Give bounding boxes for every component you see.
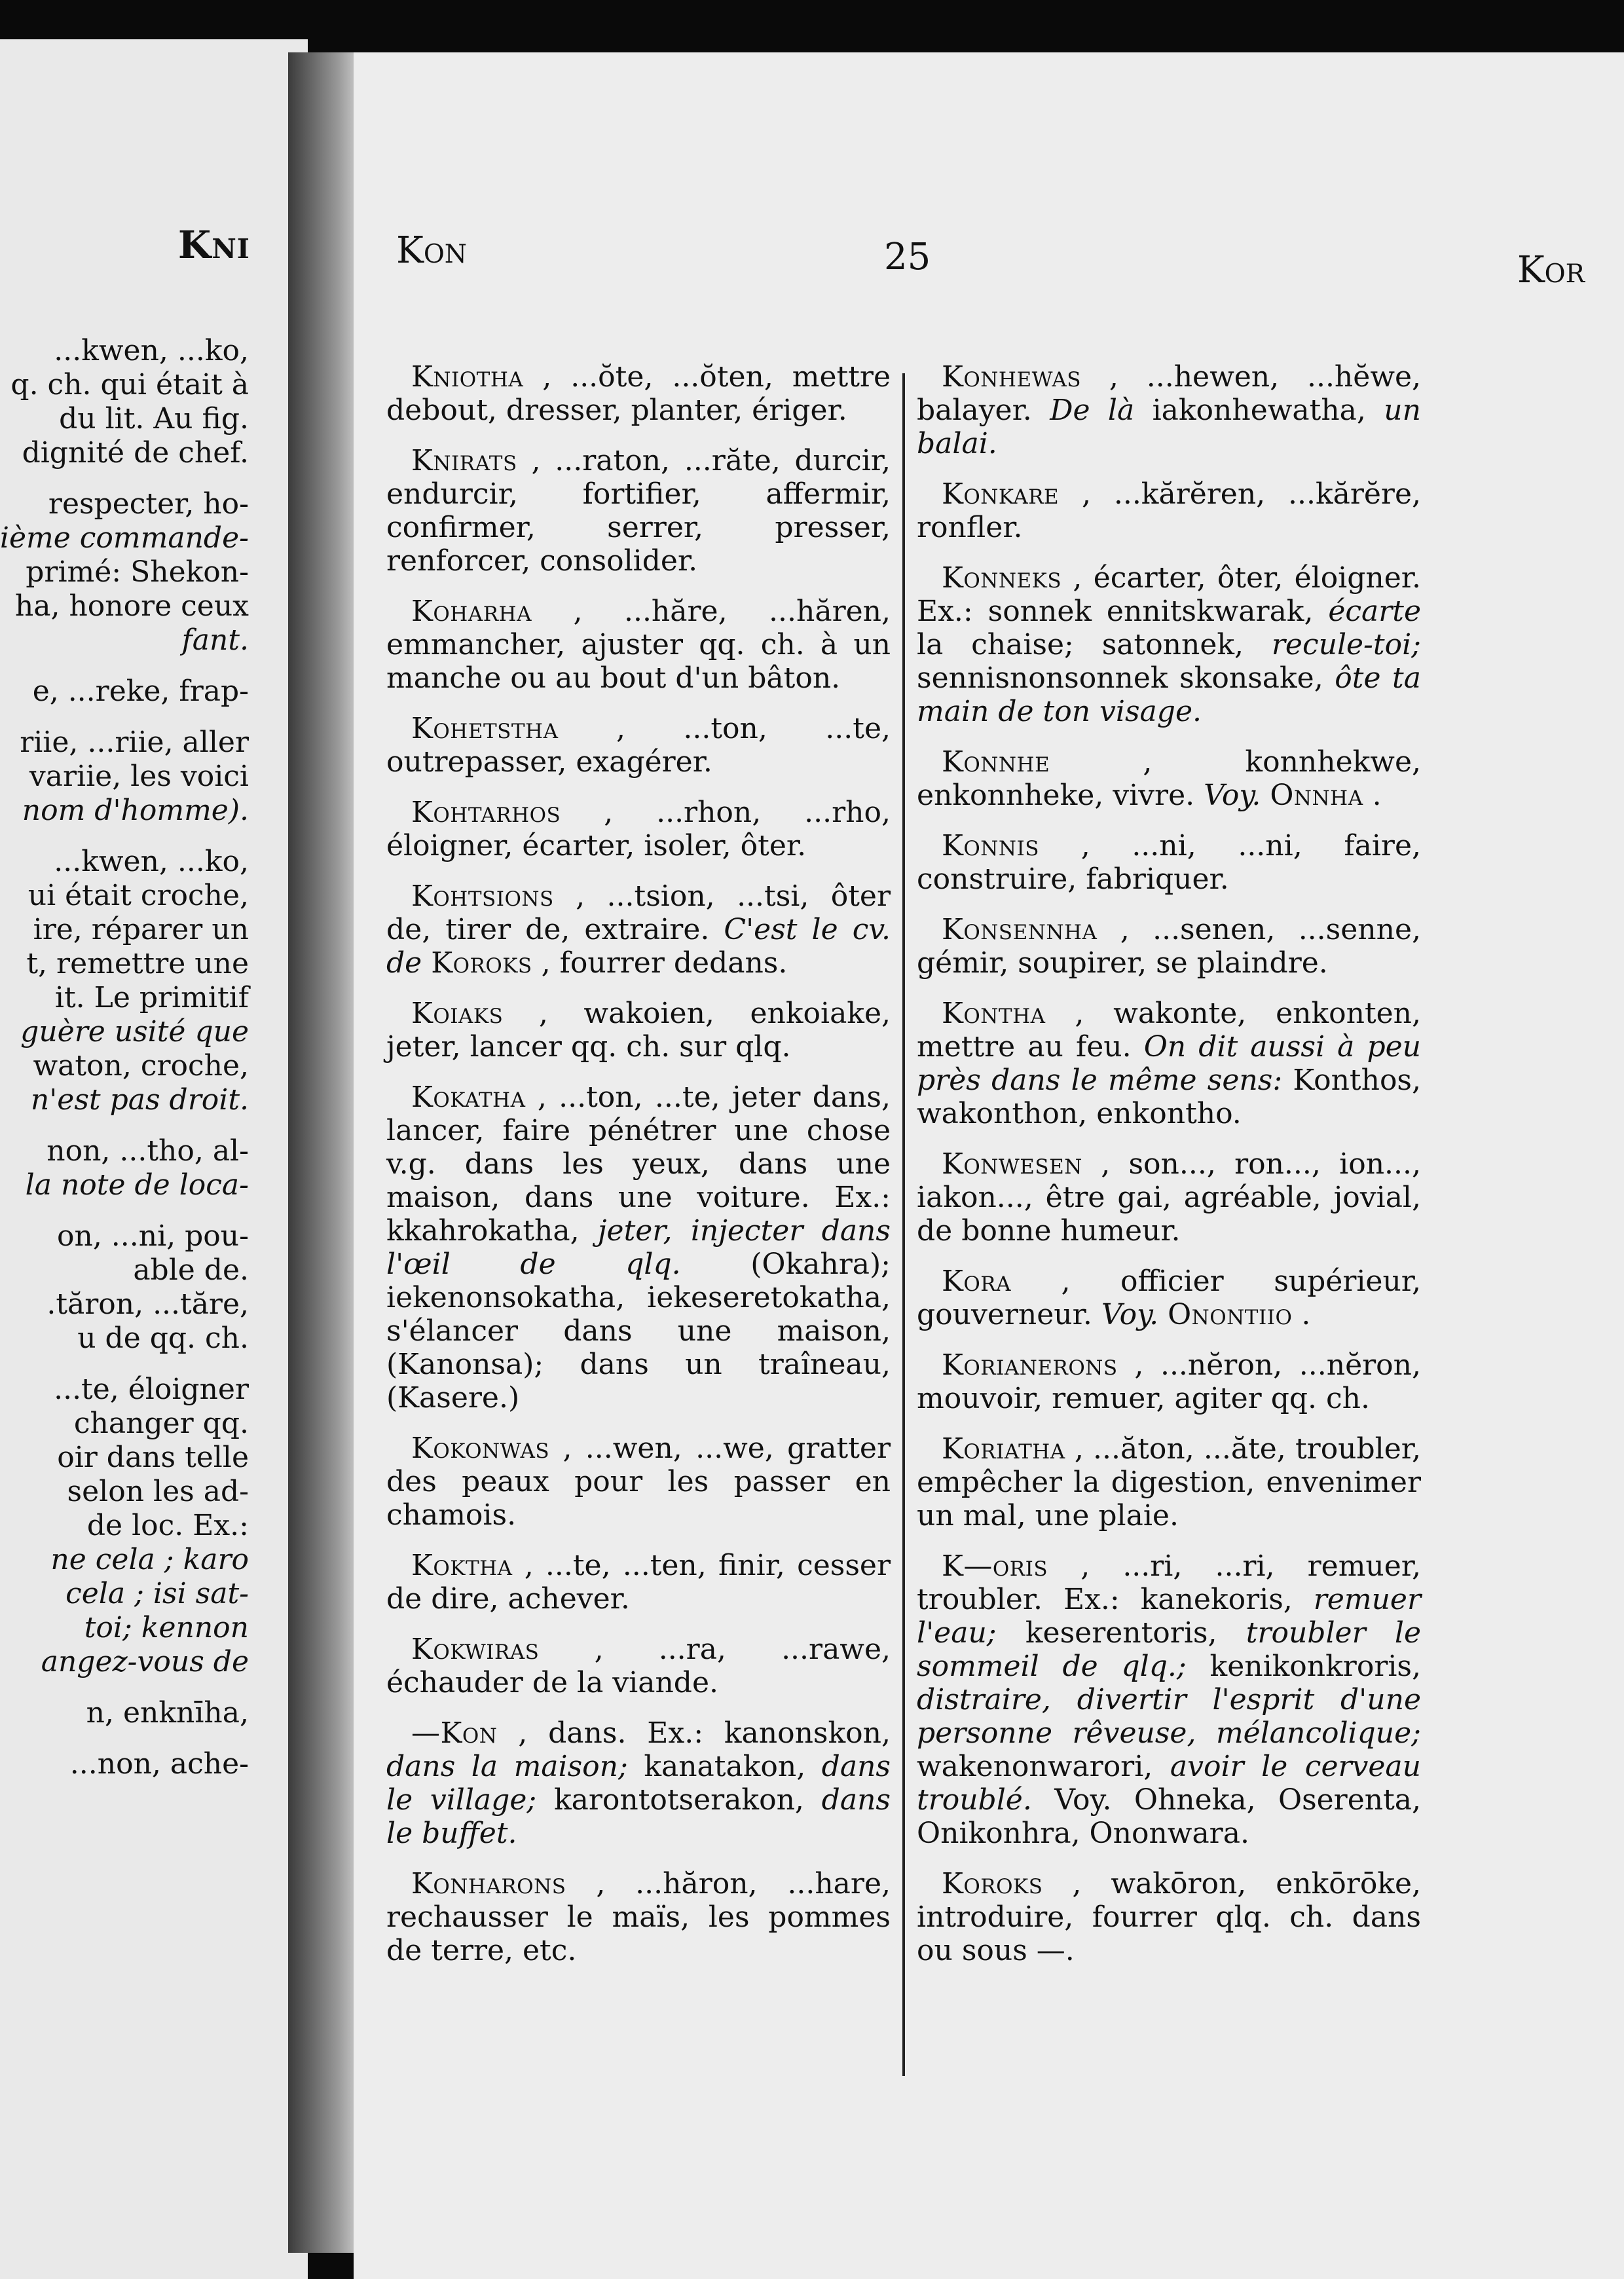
column-divider bbox=[902, 373, 905, 2076]
previous-page-line: waton, croche, bbox=[33, 1049, 249, 1083]
dictionary-entry bbox=[386, 1081, 891, 1415]
dictionary-entry bbox=[917, 477, 1421, 544]
previous-page-running-head: Kni bbox=[177, 223, 250, 267]
previous-page-line: changer qq. bbox=[73, 1407, 249, 1440]
entry-text: , ...hăre, ...hăren, emmancher, ajuster qq. ch. à un manche ou au bout d'un bâton. bbox=[386, 595, 891, 695]
dictionary-entry bbox=[386, 1633, 891, 1699]
previous-page-line: la note de loca- bbox=[25, 1168, 249, 1202]
entry-text: , fourrer dedans. bbox=[541, 946, 788, 980]
entry-text: la chaise; satonnek, bbox=[917, 628, 1244, 661]
running-head-right: Kor bbox=[1517, 249, 1585, 291]
dictionary-entry bbox=[917, 1147, 1421, 1248]
entry-text: , ...ŏte, ...ŏten, mettre debout, dresser, planter, ériger. bbox=[386, 360, 891, 427]
previous-page-line: cela ; isi sat- bbox=[65, 1577, 249, 1610]
entry-text: wakenonwarori, bbox=[917, 1750, 1153, 1783]
entry-headword: Konnis bbox=[942, 829, 1040, 862]
previous-page-line: non, ...tho, al- bbox=[46, 1134, 249, 1168]
entry-text: karontotserakon, bbox=[553, 1783, 804, 1817]
entry-italic-text: On dit aussi à peu près dans le même sens: bbox=[917, 1030, 1421, 1097]
entry-headword: Kohetstha bbox=[411, 712, 559, 745]
dictionary-entry bbox=[386, 444, 891, 578]
dictionary-entry bbox=[917, 1549, 1421, 1850]
dictionary-entry bbox=[386, 796, 891, 862]
entry-text: , ...wen, ...we, gratter des peaux pour les passer en chamois. bbox=[386, 1432, 891, 1532]
previous-page-line: oir dans telle bbox=[57, 1441, 249, 1474]
previous-page-line: du lit. Au fig. bbox=[59, 402, 249, 435]
previous-page-line: guère usité que bbox=[20, 1015, 249, 1048]
entry-text: , ...nĕron, ...nĕron, mouvoir, remuer, agiter qq. ch. bbox=[917, 1348, 1421, 1415]
entry-italic-text: écarte bbox=[1328, 595, 1421, 628]
entry-headword: Kokwiras bbox=[411, 1633, 540, 1666]
right-column bbox=[917, 360, 1421, 1984]
entry-italic-text: recule-toi; bbox=[1271, 628, 1421, 661]
dictionary-entry bbox=[917, 745, 1421, 812]
dictionary-entry bbox=[917, 1867, 1421, 1967]
entry-text: . bbox=[1372, 779, 1382, 812]
entry-headword: Konharons bbox=[411, 1867, 566, 1900]
entry-headword: —Kon bbox=[411, 1716, 498, 1750]
entry-text: sennisnonsonnek skonsake, bbox=[917, 661, 1323, 695]
entry-headword: Kohtarhos bbox=[411, 796, 561, 829]
entry-italic-text: Voy. bbox=[1204, 779, 1261, 812]
entry-text: , ...ton, ...te, outrepasser, exagérer. bbox=[386, 712, 891, 779]
entry-cross-reference: Onnha bbox=[1270, 779, 1363, 812]
entry-text: , ...ăton, ...ăte, troubler, empêcher la digestion, envenimer un mal, une plaie. bbox=[917, 1432, 1421, 1532]
entry-headword: K—oris bbox=[942, 1549, 1048, 1583]
dictionary-entry bbox=[917, 829, 1421, 896]
previous-page-fragment bbox=[0, 39, 308, 2279]
entry-headword: Koiaks bbox=[411, 997, 504, 1030]
entry-text: , wakonte, enkonten, mettre au feu. bbox=[917, 997, 1421, 1064]
entry-headword: Koriatha bbox=[942, 1432, 1065, 1466]
entry-headword: Konneks bbox=[942, 561, 1062, 595]
entry-italic-text: dans la maison; bbox=[386, 1750, 628, 1783]
previous-page-line: it. Le primitif bbox=[54, 981, 249, 1014]
previous-page-line: variie, les voici bbox=[29, 760, 249, 793]
entry-text: , ...ra, ...rawe, échauder de la viande. bbox=[386, 1633, 891, 1699]
entry-text: , ...kărĕren, ...kărĕre, ronfler. bbox=[917, 477, 1421, 544]
entry-text: , wakōron, enkōrōke, introduire, fourrer qlq. ch. dans ou sous —. bbox=[917, 1867, 1421, 1967]
entry-cross-reference: Koroks bbox=[431, 946, 532, 980]
previous-page-line: toi; kennon bbox=[84, 1611, 249, 1644]
dictionary-page bbox=[354, 52, 1624, 2279]
previous-page-line: primé: Shekon- bbox=[26, 555, 249, 589]
previous-page-line: e, ...reke, frap- bbox=[32, 675, 249, 708]
entry-text: , ...hewen, ...hĕwe, balayer. bbox=[917, 360, 1421, 427]
entry-text: , officier supérieur, gouverneur. bbox=[917, 1265, 1421, 1331]
entry-italic-text: dans le buffet. bbox=[386, 1783, 891, 1850]
entry-italic-text: jeter, injecter dans l'œil de qlq. bbox=[386, 1214, 891, 1281]
entry-text: , ...rhon, ...rho, éloigner, écarter, isoler, ôter. bbox=[386, 796, 891, 862]
entry-headword: Korianerons bbox=[942, 1348, 1118, 1382]
entry-italic-text: un balai. bbox=[917, 394, 1421, 460]
entry-text: , son..., ron..., ion..., iakon..., être gai, agréable, jovial, de bonne humeur. bbox=[917, 1147, 1421, 1248]
entry-italic-text: ôte ta main de ton visage. bbox=[917, 661, 1421, 728]
previous-page-line: able de. bbox=[133, 1253, 249, 1287]
entry-text: , ...ton, ...te, jeter dans, lancer, faire pénétrer une chose v.g. dans les yeux, dans une maison, dans une voiture. Ex.: kkahrokatha, bbox=[386, 1081, 891, 1248]
entry-headword: Konnhe bbox=[942, 745, 1050, 779]
entry-headword: Koktha bbox=[411, 1549, 513, 1582]
entry-headword: Konkare bbox=[942, 477, 1060, 511]
dictionary-entry bbox=[386, 1549, 891, 1616]
entry-text: , dans. Ex.: kanonskon, bbox=[518, 1716, 891, 1750]
entry-italic-text: dans le village; bbox=[386, 1750, 891, 1817]
entry-text: , ...tsion, ...tsi, ôter de, tirer de, extraire. bbox=[386, 880, 891, 946]
dictionary-entry bbox=[386, 997, 891, 1064]
previous-page-line: n, enknīha, bbox=[86, 1696, 249, 1730]
previous-page-line: dignité de chef. bbox=[22, 436, 249, 470]
entry-italic-text: remuer l'eau; bbox=[917, 1583, 1421, 1650]
entry-text: . bbox=[1301, 1298, 1311, 1331]
entry-italic-text: distraire, divertir l'esprit d'une personne rêveuse, mélancolique; bbox=[917, 1683, 1421, 1750]
entry-headword: Kokatha bbox=[411, 1081, 526, 1114]
entry-text: , ...raton, ...răte, durcir, endurcir, fortifier, affermir, confirmer, serrer, presser, renforcer, consolider. bbox=[386, 444, 891, 578]
previous-page-line: n'est pas droit. bbox=[30, 1083, 249, 1117]
previous-page-line: q. ch. qui était à bbox=[10, 368, 249, 401]
dictionary-entry bbox=[917, 1432, 1421, 1532]
entry-text: kenikonkroris, bbox=[1209, 1650, 1421, 1683]
entry-italic-text: Voy. bbox=[1101, 1298, 1159, 1331]
entry-text: iakonhewatha, bbox=[1152, 394, 1366, 427]
previous-page-line: ...non, ache- bbox=[69, 1747, 249, 1781]
entry-headword: Konsennha bbox=[942, 913, 1098, 946]
entry-headword: Kokonwas bbox=[411, 1432, 550, 1465]
previous-page-line: .tăron, ...tăre, bbox=[46, 1288, 249, 1321]
previous-page-line: ire, réparer un bbox=[33, 913, 249, 946]
entry-headword: Koharha bbox=[411, 595, 532, 628]
dictionary-entry bbox=[917, 1265, 1421, 1331]
entry-text: kanatakon, bbox=[644, 1750, 806, 1783]
running-head-left: Kon bbox=[396, 229, 467, 272]
book-gutter bbox=[288, 52, 360, 2253]
dictionary-entry bbox=[917, 913, 1421, 980]
entry-italic-text: troubler le sommeil de qlq.; bbox=[917, 1616, 1421, 1683]
previous-page-line: ...kwen, ...ko, bbox=[54, 334, 249, 367]
entry-text: , ...ri, ...ri, remuer, troubler. Ex.: kanekoris, bbox=[917, 1549, 1421, 1616]
entry-text: , ...senen, ...senne, gémir, soupirer, se plaindre. bbox=[917, 913, 1421, 980]
dictionary-entry bbox=[917, 997, 1421, 1130]
entry-italic-text: avoir le cerveau troublé. bbox=[917, 1750, 1421, 1817]
entry-italic-text: De là bbox=[1050, 394, 1135, 427]
entry-headword: Koroks bbox=[942, 1867, 1043, 1900]
entry-text: , ...ni, ...ni, faire, construire, fabriquer. bbox=[917, 829, 1421, 896]
page-number: 25 bbox=[884, 236, 931, 278]
dictionary-entry bbox=[386, 1867, 891, 1967]
previous-page-line: u de qq. ch. bbox=[77, 1322, 249, 1355]
entry-headword: Kora bbox=[942, 1265, 1012, 1298]
previous-page-line: selon les ad- bbox=[67, 1475, 249, 1508]
previous-page-line: fant. bbox=[181, 623, 249, 657]
entry-headword: Kontha bbox=[942, 997, 1046, 1030]
dictionary-entry bbox=[917, 1348, 1421, 1415]
entry-text: (Okahra); iekenonsokatha, iekeseretokatha, s'élancer dans une maison, (Kanonsa); dans un traîneau, (Kasere.) bbox=[386, 1248, 891, 1415]
dictionary-entry bbox=[917, 561, 1421, 728]
entry-headword: Kniotha bbox=[411, 360, 524, 394]
dictionary-entry bbox=[386, 1716, 891, 1850]
entry-cross-reference: Onontiio bbox=[1168, 1298, 1293, 1331]
previous-page-line: ...kwen, ...ko, bbox=[54, 845, 249, 878]
dictionary-entry bbox=[386, 712, 891, 779]
previous-page-line: respecter, ho- bbox=[48, 487, 249, 521]
previous-page-line: ...te, éloigner bbox=[54, 1373, 249, 1406]
running-head bbox=[354, 52, 1624, 314]
entry-italic-text: C'est le cv. de bbox=[386, 913, 891, 980]
previous-page-line: ha, honore ceux bbox=[14, 589, 249, 623]
previous-page-line: t, remettre une bbox=[26, 947, 249, 980]
entry-headword: Knirats bbox=[411, 444, 517, 477]
entry-headword: Kohtsions bbox=[411, 880, 554, 913]
dictionary-entry bbox=[386, 360, 891, 427]
dictionary-entry bbox=[386, 1432, 891, 1532]
dictionary-entry bbox=[386, 595, 891, 695]
entry-text: Voy. Ohneka, Oserenta, Onikonhra, Ononwara. bbox=[917, 1783, 1421, 1850]
entry-headword: Konwesen bbox=[942, 1147, 1082, 1181]
dictionary-entry bbox=[917, 360, 1421, 460]
entry-text: , wakoien, enkoiake, jeter, lancer qq. ch. sur qlq. bbox=[386, 997, 891, 1064]
previous-page-line: on, ...ni, pou- bbox=[56, 1219, 249, 1253]
entry-text: , ...te, ...ten, finir, cesser de dire, achever. bbox=[386, 1549, 891, 1616]
previous-page-line: nom d'homme). bbox=[22, 794, 249, 827]
previous-page-line: ne cela ; karo bbox=[50, 1543, 249, 1576]
entry-text: , écarter, ôter, éloigner. Ex.: sonnek ennitskwarak, bbox=[917, 561, 1421, 628]
entry-text: , konnhekwe, enkonnheke, vivre. bbox=[917, 745, 1421, 812]
entry-text: keserentoris, bbox=[1025, 1616, 1217, 1650]
previous-page-line: ième commande- bbox=[0, 521, 249, 555]
entry-headword: Konhewas bbox=[942, 360, 1082, 394]
left-column bbox=[386, 360, 891, 1984]
previous-page-line: ui était croche, bbox=[28, 879, 249, 912]
entry-text: , ...hăron, ...hare, rechausser le maïs, les pommes de terre, etc. bbox=[386, 1867, 891, 1967]
previous-page-line: angez-vous de bbox=[41, 1645, 249, 1678]
previous-page-line: riie, ...riie, aller bbox=[20, 726, 249, 759]
entry-text: Konthos, wakonthon, enkontho. bbox=[917, 1064, 1421, 1130]
previous-page-line: de loc. Ex.: bbox=[86, 1509, 249, 1542]
dictionary-entry bbox=[386, 880, 891, 980]
